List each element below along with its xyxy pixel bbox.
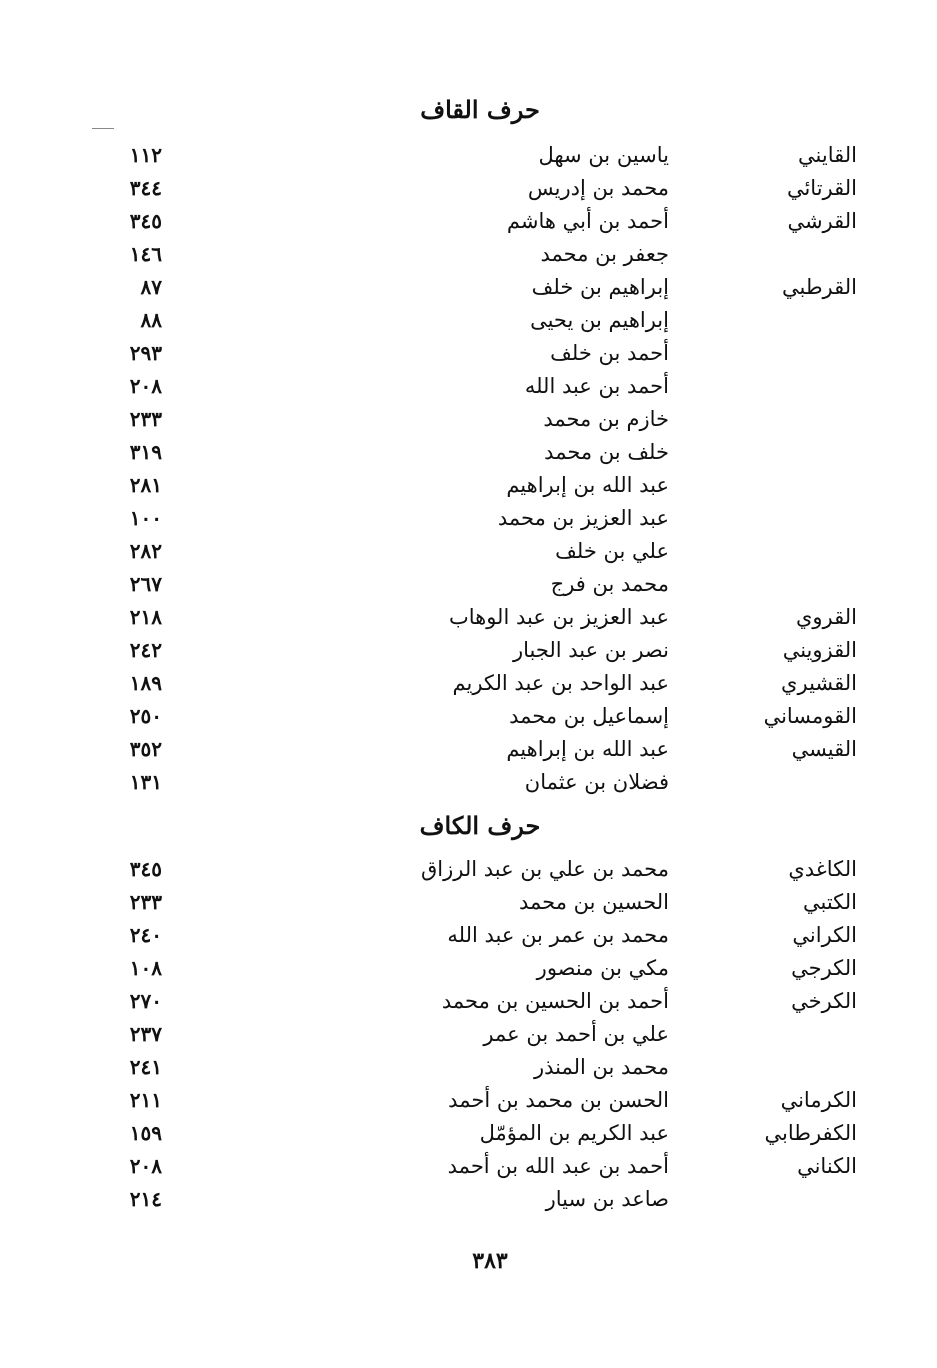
- page-reference: ٢٨١: [129, 473, 162, 497]
- page-reference: ٢١١: [129, 1088, 162, 1112]
- person-name: محمد بن إدريس: [527, 176, 669, 200]
- nisba-label: القرشي: [787, 209, 857, 233]
- index-entry: [0, 436, 937, 469]
- index-entry: [0, 568, 937, 601]
- index-entry: [0, 502, 937, 535]
- page-reference: ٣٤٤: [129, 176, 162, 200]
- person-name: محمد بن المنذر: [533, 1055, 669, 1079]
- nisba-label: الكرماني: [780, 1088, 857, 1112]
- page-reference: ٢٠٨: [129, 374, 162, 398]
- page-reference: ٢٣٣: [129, 890, 162, 914]
- page-reference: ٣١٩: [129, 440, 162, 464]
- index-entry: [0, 1183, 937, 1216]
- person-name: عبد الله بن إبراهيم: [506, 737, 669, 761]
- page-reference: ٨٨: [140, 308, 162, 332]
- nisba-label: الكرجي: [791, 956, 857, 980]
- section-heading-qaf: حرف القاف: [420, 95, 540, 124]
- page-reference: ٢٩٣: [129, 341, 162, 365]
- person-name: إبراهيم بن يحيى: [530, 308, 669, 332]
- index-entry: [0, 535, 937, 568]
- index-entry: [0, 919, 937, 952]
- page-reference: ٢١٤: [129, 1187, 162, 1211]
- index-entry: [0, 172, 937, 205]
- section-heading-kaf: حرف الكاف: [419, 811, 541, 840]
- index-entry: [0, 205, 937, 238]
- index-entry: [0, 370, 937, 403]
- page-reference: ١٥٩: [129, 1121, 162, 1145]
- page-reference: ٢٥٠: [129, 704, 162, 728]
- person-name: عبد الله بن إبراهيم: [506, 473, 669, 497]
- nisba-label: القرطبي: [782, 275, 857, 299]
- page-reference: ٢٤٠: [129, 923, 162, 947]
- person-name: ياسين بن سهل: [538, 143, 669, 167]
- person-name: عبد الكريم بن المؤمّل: [479, 1121, 669, 1145]
- index-entry: [0, 766, 937, 799]
- page-reference: ٣٤٥: [129, 857, 162, 881]
- index-entry: [0, 469, 937, 502]
- page-reference: ١٠٨: [129, 956, 162, 980]
- page-reference: ٢٦٧: [129, 572, 162, 596]
- nisba-label: الكرخي: [791, 989, 857, 1013]
- page-reference: ٣٤٥: [129, 209, 162, 233]
- page-reference: ١٤٦: [129, 242, 162, 266]
- nisba-label: القزويني: [782, 638, 857, 662]
- page-reference: ٣٥٢: [129, 737, 162, 761]
- page-reference: ٢٣٣: [129, 407, 162, 431]
- page-reference: ٢٨٢: [129, 539, 162, 563]
- person-name: محمد بن فرج: [550, 572, 669, 596]
- person-name: أحمد بن عبد الله: [524, 374, 669, 398]
- person-name: مكي بن منصور: [536, 956, 669, 980]
- index-entry: [0, 1117, 937, 1150]
- nisba-label: القيسي: [791, 737, 857, 761]
- index-entry: [0, 853, 937, 886]
- index-entry: [0, 337, 937, 370]
- page-reference: ١١٢: [129, 143, 162, 167]
- page-reference: ٢٧٠: [129, 989, 162, 1013]
- page-reference: ٨٧: [140, 275, 162, 299]
- page-number: ٣٨٣: [472, 1248, 508, 1274]
- person-name: الحسن بن محمد بن أحمد: [448, 1088, 669, 1112]
- index-entry: [0, 733, 937, 766]
- person-name: نصر بن عبد الجبار: [512, 638, 669, 662]
- index-entry: [0, 1084, 937, 1117]
- person-name: صاعد بن سيار: [545, 1187, 669, 1211]
- index-entry: [0, 952, 937, 985]
- index-entry: [0, 238, 937, 271]
- page-reference: ١٨٩: [129, 671, 162, 695]
- page-reference: ٢١٨: [129, 605, 162, 629]
- person-name: أحمد بن الحسين بن محمد: [441, 989, 669, 1013]
- person-name: أحمد بن أبي هاشم: [506, 209, 669, 233]
- person-name: فضلان بن عثمان: [524, 770, 669, 794]
- nisba-label: القرتائي: [786, 176, 857, 200]
- person-name: عبد العزيز بن محمد: [497, 506, 669, 530]
- person-name: إسماعيل بن محمد: [509, 704, 669, 728]
- person-name: الحسين بن محمد: [519, 890, 669, 914]
- person-name: عبد العزيز بن عبد الوهاب: [448, 605, 669, 629]
- index-entry: [0, 985, 937, 1018]
- person-name: إبراهيم بن خلف: [531, 275, 669, 299]
- person-name: أحمد بن خلف: [550, 341, 669, 365]
- page-reference: ٢٤١: [129, 1055, 162, 1079]
- index-entry: [0, 700, 937, 733]
- index-entry: [0, 271, 937, 304]
- index-entry: [0, 304, 937, 337]
- index-entry: [0, 403, 937, 436]
- page-reference: ٢٣٧: [129, 1022, 162, 1046]
- nisba-label: الكاغدي: [788, 857, 857, 881]
- page-reference: ٢٠٨: [129, 1154, 162, 1178]
- scan-speck: [92, 128, 114, 129]
- nisba-label: الكناني: [797, 1154, 857, 1178]
- nisba-label: القومساني: [763, 704, 857, 728]
- index-entry: [0, 1051, 937, 1084]
- page-reference: ١٣١: [129, 770, 162, 794]
- page-reference: ١٠٠: [129, 506, 162, 530]
- index-entry: [0, 601, 937, 634]
- person-name: محمد بن علي بن عبد الرزاق: [421, 857, 669, 881]
- person-name: علي بن خلف: [555, 539, 669, 563]
- person-name: أحمد بن عبد الله بن أحمد: [447, 1154, 669, 1178]
- nisba-label: الكتبي: [802, 890, 857, 914]
- page-reference: ٢٤٢: [129, 638, 162, 662]
- index-entry: [0, 634, 937, 667]
- nisba-label: الكراني: [792, 923, 857, 947]
- nisba-label: القروي: [795, 605, 857, 629]
- index-entry: [0, 1018, 937, 1051]
- nisba-label: القشيري: [781, 671, 857, 695]
- index-entry: [0, 1150, 937, 1183]
- index-entry: [0, 886, 937, 919]
- index-entry: [0, 139, 937, 172]
- person-name: علي بن أحمد بن عمر: [483, 1022, 669, 1046]
- nisba-label: الكفرطابي: [764, 1121, 857, 1145]
- person-name: خلف بن محمد: [544, 440, 669, 464]
- nisba-label: القايني: [798, 143, 857, 167]
- person-name: خازم بن محمد: [543, 407, 669, 431]
- person-name: جعفر بن محمد: [540, 242, 669, 266]
- person-name: محمد بن عمر بن عبد الله: [447, 923, 669, 947]
- index-entry: [0, 667, 937, 700]
- person-name: عبد الواحد بن عبد الكريم: [452, 671, 669, 695]
